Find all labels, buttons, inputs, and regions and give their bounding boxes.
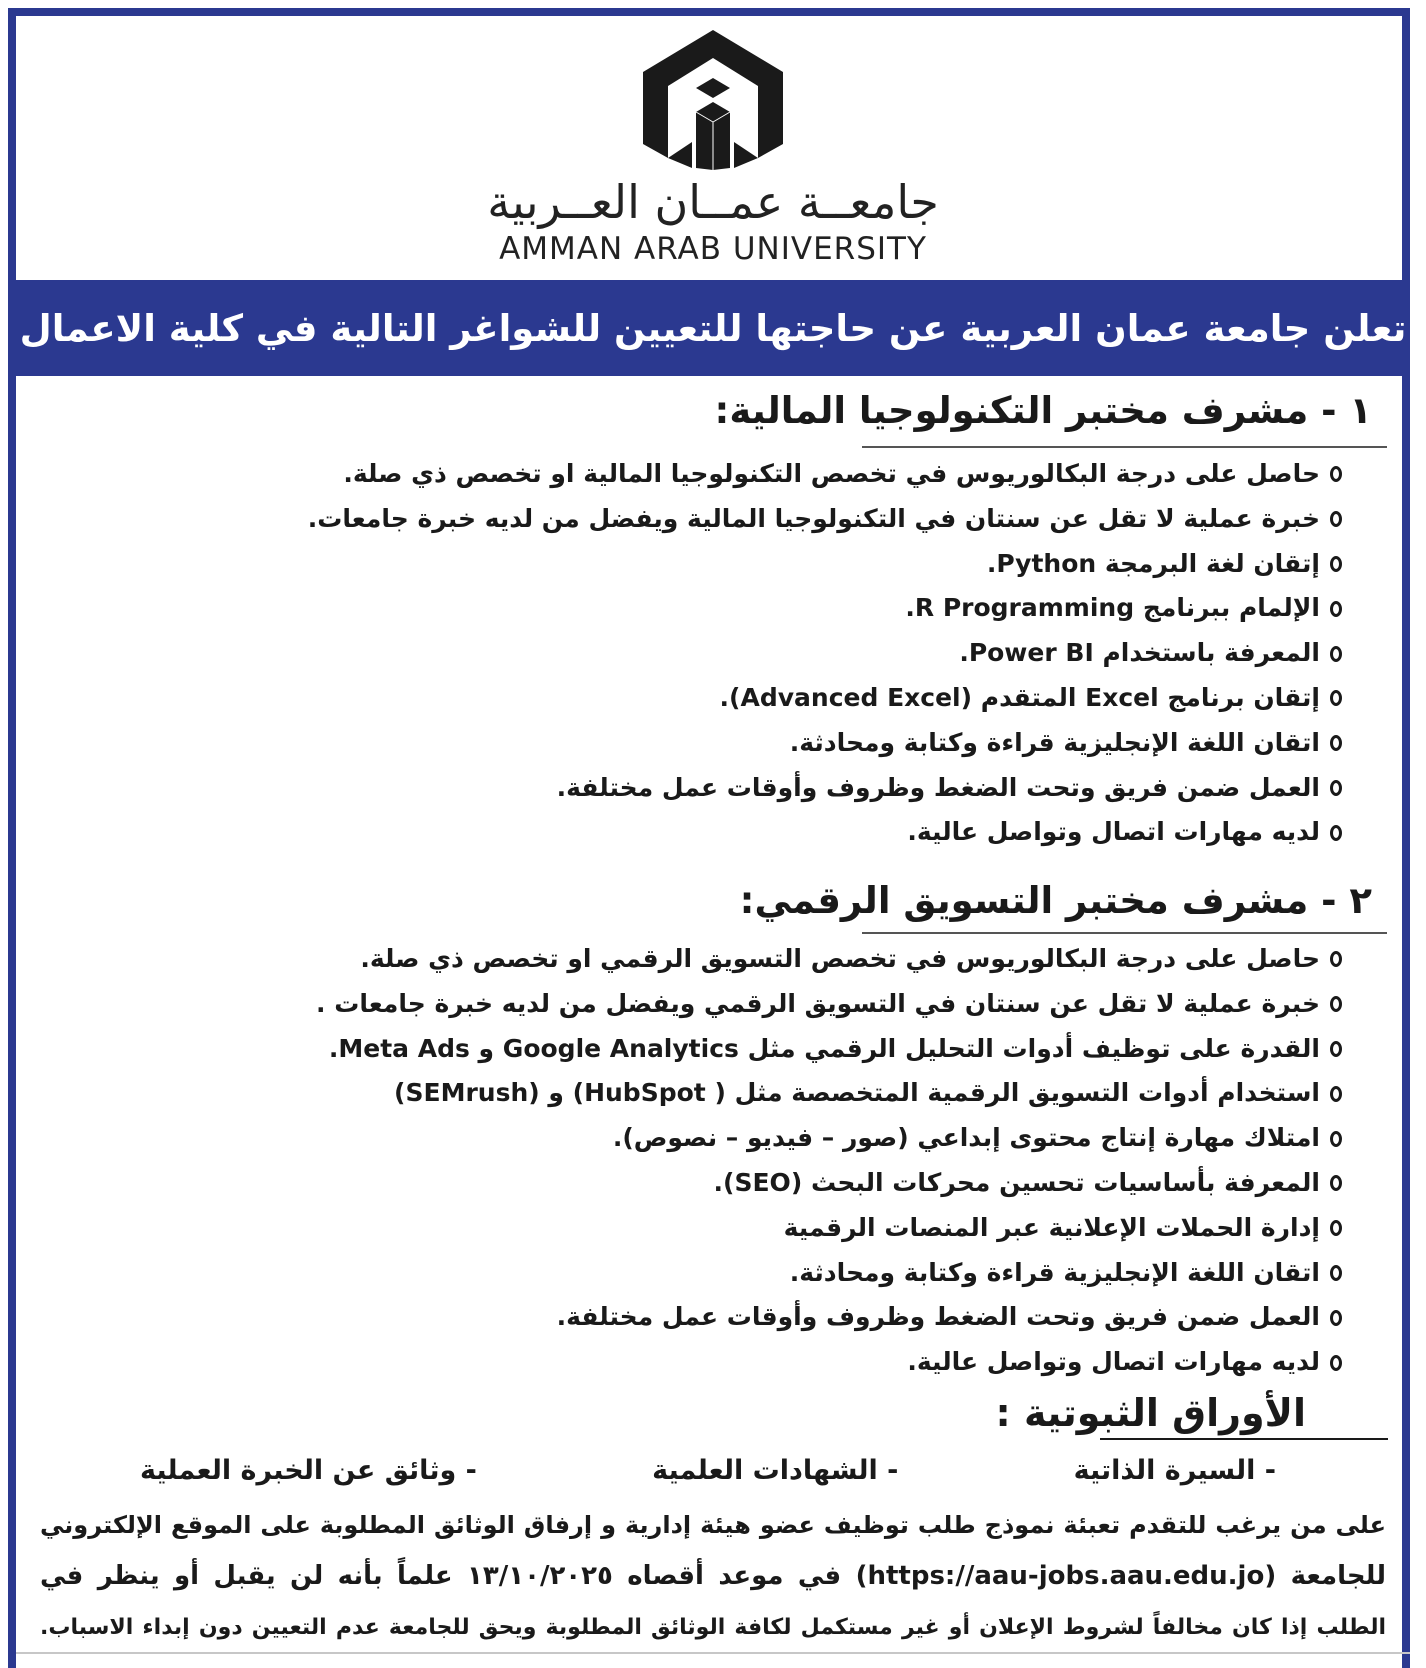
bullet-icon: [1330, 646, 1342, 662]
application-instructions: [40, 1500, 1386, 1653]
requirement-item: المعرفة باستخدام Power BI.: [308, 631, 1342, 676]
requirement-item: حاصل على درجة البكالوريوس في تخصص التكنولوجيا المالية او تخصص ذي صلة.: [308, 452, 1342, 497]
university-logo: [0, 30, 1426, 266]
requirement-item: حاصل على درجة البكالوريوس في تخصص التسويق الرقمي او تخصص ذي صلة.: [316, 937, 1342, 982]
requirement-item: إتقان لغة البرمجة Python.: [308, 542, 1342, 587]
bullet-icon: [1330, 1175, 1342, 1191]
bullet-icon: [1330, 1041, 1342, 1057]
university-name-arabic: جامعــة عمــان العــربية: [487, 175, 939, 229]
position-2-underline: [862, 932, 1387, 934]
position-2-title: ٢ - مشرف مختبر التسويق الرقمي:: [739, 879, 1372, 922]
bullet-icon: [1330, 951, 1342, 967]
requirement-item: امتلاك مهارة إنتاج محتوى إبداعي (صور – فيديو – نصوص).: [316, 1116, 1342, 1161]
bullet-icon: [1330, 690, 1342, 706]
requirement-item: القدرة على توظيف أدوات التحليل الرقمي مثل Google Analytics و Meta Ads.: [316, 1027, 1342, 1072]
bullet-icon: [1330, 780, 1342, 796]
document-item: - وثائق عن الخبرة العملية: [140, 1455, 477, 1486]
announcement-banner: [16, 280, 1410, 376]
requirement-item: إتقان برنامج Excel المتقدم (Advanced Excel).: [308, 676, 1342, 721]
requirement-item: العمل ضمن فريق وتحت الضغط وظروف وأوقات عمل مختلفة.: [308, 766, 1342, 811]
document-item: - الشهادات العلمية: [652, 1455, 899, 1486]
requirement-item: اتقان اللغة الإنجليزية قراءة وكتابة ومحادثة.: [316, 1251, 1342, 1296]
instruction-line: الطلب إذا كان مخالفاً لشروط الإعلان أو غير مستكمل لكافة الوثائق المطلوبة ويحق للجامعة عدم التعيين دون إبداء الاسباب.: [40, 1615, 1386, 1640]
requirement-item: المعرفة بأساسيات تحسين محركات البحث (SEO).: [316, 1161, 1342, 1206]
requirement-item: لديه مهارات اتصال وتواصل عالية.: [316, 1340, 1342, 1385]
requirement-item: اتقان اللغة الإنجليزية قراءة وكتابة ومحادثة.: [308, 721, 1342, 766]
instruction-line: على من يرغب للتقدم تعبئة نموذج طلب توظيف عضو هيئة إدارية و إرفاق الوثائق المطلوبة على الموقع الإلكتروني: [40, 1511, 1386, 1539]
university-name-english: AMMAN ARAB UNIVERSITY: [499, 231, 927, 267]
bullet-icon: [1330, 735, 1342, 751]
requirement-item: الإلمام ببرنامج R Programming.: [308, 586, 1342, 631]
requirement-item: العمل ضمن فريق وتحت الضغط وظروف وأوقات عمل مختلفة.: [316, 1295, 1342, 1340]
requirement-item: استخدام أدوات التسويق الرقمية المتخصصة مثل ( HubSpot) و (SEMrush): [316, 1071, 1342, 1116]
bullet-icon: [1330, 825, 1342, 841]
requirement-item: إدارة الحملات الإعلانية عبر المنصات الرقمية: [316, 1206, 1342, 1251]
document-item: - السيرة الذاتية: [1073, 1455, 1276, 1486]
amman-arab-university-logo-icon: [638, 30, 788, 170]
position-1-title: ١ - مشرف مختبر التكنولوجيا المالية:: [714, 389, 1372, 432]
bullet-icon: [1330, 1265, 1342, 1281]
documents-underline: [1100, 1438, 1388, 1440]
bullet-icon: [1330, 1355, 1342, 1371]
position-1-requirements: [308, 452, 1342, 855]
bullet-icon: [1330, 996, 1342, 1012]
bullet-icon: [1330, 511, 1342, 527]
position-2-requirements: [316, 937, 1342, 1385]
bullet-icon: [1330, 1086, 1342, 1102]
bullet-icon: [1330, 556, 1342, 572]
requirement-item: خبرة عملية لا تقل عن سنتان في التسويق الرقمي ويفضل من لديه خبرة جامعات .: [316, 982, 1342, 1027]
instruction-line-with-link: للجامعة (https://aau-jobs.aau.edu.jo) في موعد أقصاه ١٣/١٠/٢٠٢٥ علماً بأنه لن يقبل أو ينظر في: [40, 1561, 1386, 1591]
bullet-icon: [1330, 601, 1342, 617]
documents-list: [140, 1448, 1276, 1494]
bullet-icon: [1330, 1131, 1342, 1147]
banner-text: تعلن جامعة عمان العربية عن حاجتها للتعيين للشواغر التالية في كلية الاعمال: [19, 306, 1407, 350]
documents-title: الأوراق الثبوتية :: [995, 1391, 1306, 1435]
bullet-icon: [1330, 1310, 1342, 1326]
requirement-item: لديه مهارات اتصال وتواصل عالية.: [308, 810, 1342, 855]
position-1-underline: [862, 446, 1387, 448]
bullet-icon: [1330, 466, 1342, 482]
bullet-icon: [1330, 1220, 1342, 1236]
requirement-item: خبرة عملية لا تقل عن سنتان في التكنولوجيا المالية ويفضل من لديه خبرة جامعات.: [308, 497, 1342, 542]
